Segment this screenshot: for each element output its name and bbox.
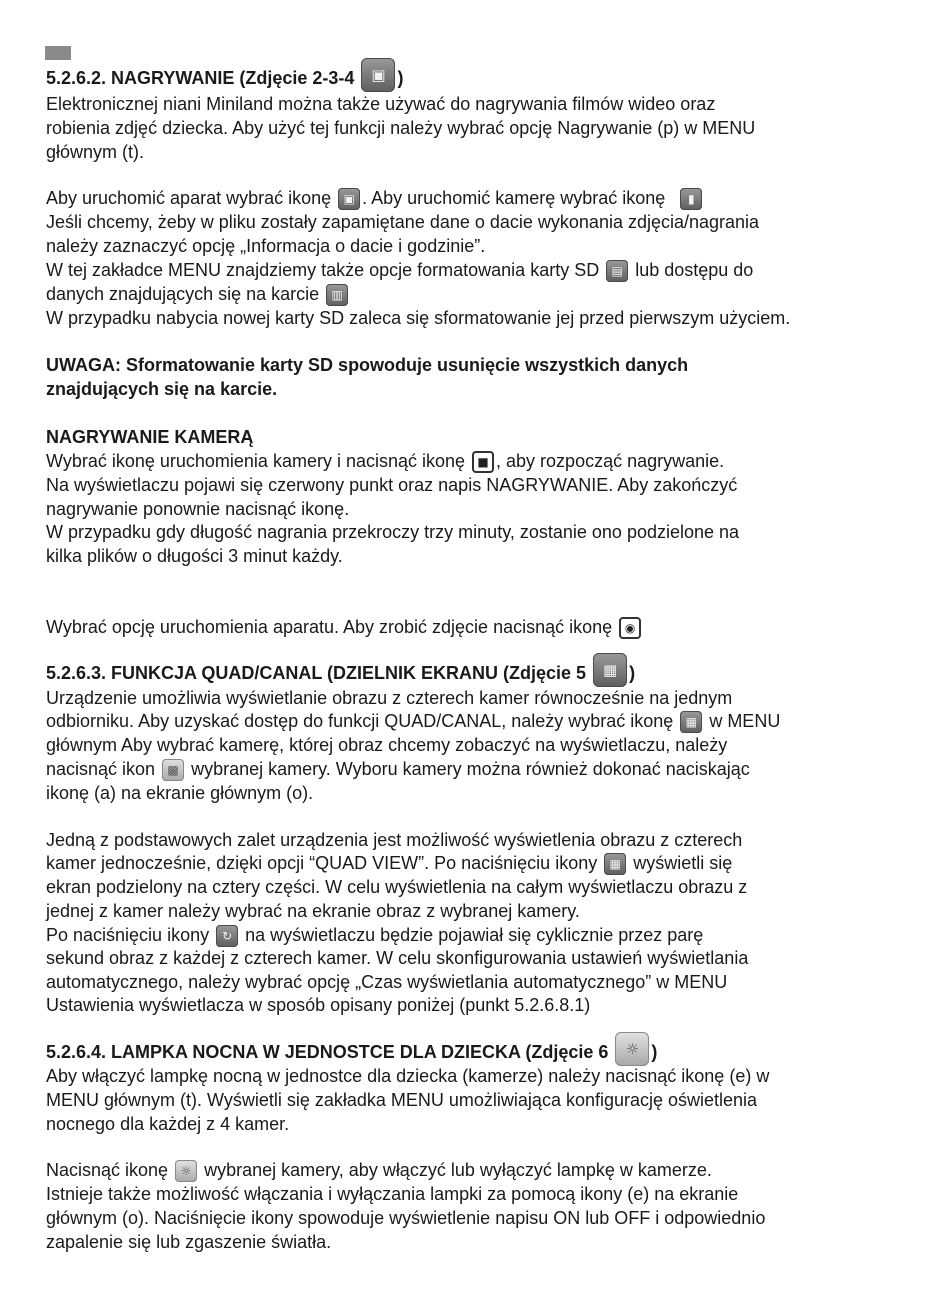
paragraph-line: W przypadku nabycia nowej karty SD zaleca się sformatowanie jej przed pierwszym użyciem. — [46, 308, 791, 328]
paragraph-line: jednej z kamer należy wybrać na ekranie obraz z wybranej kamery. — [46, 901, 580, 921]
paragraph-line: Jedną z podstawowych zalet urządzenia jest możliwość wyświetlenia obrazu z czterech — [46, 830, 743, 850]
paragraph-line: nocnego dla każdej z 4 kamer. — [46, 1114, 290, 1134]
paragraph-line: W tej zakładce MENU znajdziemy także opcje formatowania karty SD ▤ lub dostępu do — [46, 258, 753, 282]
paragraph-line: danych znajdujących się na karcie ▥ — [46, 282, 350, 306]
paragraph-line: Istnieje także możliwość włączania i wyłączania lampki za pomocą ikony (e) na ekranie — [46, 1184, 739, 1204]
paragraph-line: nagrywanie ponownie nacisnąć ikonę. — [46, 499, 350, 519]
paragraph-line: nacisnąć ikon ▩ wybranej kamery. Wyboru kamery można również dokonać naciskając — [46, 757, 750, 781]
paragraph-line: W przypadku gdy długość nagrania przekroczy trzy minuty, zostanie ono podzielone na — [46, 522, 740, 542]
paragraph-line: Aby uruchomić aparat wybrać ikonę ▣ . Aby uruchomić kamerę wybrać ikonę ▮ — [46, 186, 704, 210]
paragraph-line: odbiorniku. Aby uzyskać dostęp do funkcji QUAD/CANAL, należy wybrać ikonę ▦ w MENU — [46, 709, 780, 733]
camera-app-icon: ▣ — [361, 58, 395, 92]
photo-camera-icon: ▣ — [338, 188, 360, 210]
paragraph-line: głównym (o). Naciśnięcie ikony spowoduje wyświetlenie napisu ON lub OFF i odpowiednio — [46, 1208, 766, 1228]
sd-format-icon: ▤ — [606, 260, 628, 282]
paragraph-line: Wybrać opcję uruchomienia aparatu. Aby zrobić zdjęcie nacisnąć ikonę ◉ — [46, 615, 643, 639]
paragraph-line: głównym (t). — [46, 142, 145, 162]
paragraph-line: zapalenie się lub zgaszenie światła. — [46, 1232, 332, 1252]
auto-scan-icon: ↻ — [216, 925, 238, 947]
subsection-heading-camera-recording: NAGRYWANIE KAMERĄ — [46, 427, 254, 447]
night-light-icon: ☼ — [615, 1032, 649, 1066]
record-video-icon: ■ — [472, 451, 494, 473]
quad-view-icon: ▦ — [604, 853, 626, 875]
paragraph-line: należy zaznaczyć opcję „Informacja o dacie i godzinie”. — [46, 236, 486, 256]
sd-card-icon: ▥ — [326, 284, 348, 306]
paragraph-line: Elektronicznej niani Miniland można także używać do nagrywania filmów wideo oraz — [46, 94, 716, 114]
warning-line: UWAGA: Sformatowanie karty SD spowoduje usunięcie wszystkich danych — [46, 355, 689, 375]
page-tab-marker — [45, 46, 71, 60]
paragraph-line: Aby włączyć lampkę nocną w jednostce dla dziecka (kamerze) należy nacisnąć ikonę (e) w — [46, 1066, 770, 1086]
take-photo-icon: ◉ — [619, 617, 641, 639]
paragraph-line: ikonę (a) na ekranie głównym (o). — [46, 783, 314, 803]
paragraph-line: ekran podzielony na cztery części. W celu wyświetlenia na całym wyświetlaczu obrazu z — [46, 877, 748, 897]
paragraph-line: automatycznego, należy wybrać opcję „Czas wyświetlania automatycznego” w MENU — [46, 972, 728, 992]
paragraph-line: Ustawienia wyświetlacza w sposób opisany poniżej (punkt 5.2.6.8.1) — [46, 995, 591, 1015]
paragraph-line: Wybrać ikonę uruchomienia kamery i nacisnąć ikonę ■ , aby rozpocząć nagrywanie. — [46, 449, 724, 473]
paragraph-line: Nacisnąć ikonę ☼ wybranej kamery, aby włączyć lub wyłączyć lampkę w kamerze. — [46, 1158, 712, 1182]
warning-line: znajdujących się na karcie. — [46, 379, 278, 399]
video-camera-icon: ▮ — [680, 188, 702, 210]
paragraph-line: Urządzenie umożliwia wyświetlanie obrazu z czterech kamer równocześnie na jednym — [46, 688, 733, 708]
paragraph-line: robienia zdjęć dziecka. Aby użyć tej funkcji należy wybrać opcję Nagrywanie (p) w MENU — [46, 118, 756, 138]
camera-select-icon: ▩ — [162, 759, 184, 781]
paragraph-line: Jeśli chcemy, żeby w pliku zostały zapamiętane dane o dacie wykonania zdjęcia/nagrania — [46, 212, 760, 232]
quad-view-icon: ▦ — [680, 711, 702, 733]
section-heading-recording: 5.2.6.2. NAGRYWANIE (Zdjęcie 2-3-4 ▣ ) — [46, 66, 403, 92]
paragraph-line: Na wyświetlaczu pojawi się czerwony punkt oraz napis NAGRYWANIE. Aby zakończyć — [46, 475, 738, 495]
paragraph-line: Po naciśnięciu ikony ↻ na wyświetlaczu będzie pojawiał się cyklicznie przez parę — [46, 923, 703, 947]
lamp-toggle-icon: ☼ — [175, 1160, 197, 1182]
paragraph-line: kilka plików o długości 3 minut każdy. — [46, 546, 343, 566]
section-heading-night-light: 5.2.6.4. LAMPKA NOCNA W JEDNOSTCE DLA DZIECKA (Zdjęcie 6 ☼ ) — [46, 1040, 657, 1066]
quad-view-icon: ▦ — [593, 653, 627, 687]
paragraph-line: głównym Aby wybrać kamerę, której obraz chcemy zobaczyć na wyświetlaczu, należy — [46, 735, 728, 755]
paragraph-line: kamer jednocześnie, dzięki opcji “QUAD VIEW”. Po naciśnięciu ikony ▦ wyświetli się — [46, 851, 732, 875]
paragraph-line: MENU głównym (t). Wyświetli się zakładka MENU umożliwiająca konfigurację oświetlenia — [46, 1090, 758, 1110]
paragraph-line: sekund obraz z każdej z czterech kamer. W celu skonfigurowania ustawień wyświetlania — [46, 948, 749, 968]
section-heading-quad: 5.2.6.3. FUNKCJA QUAD/CANAL (DZIELNIK EKRANU (Zdjęcie 5 ▦ ) — [46, 661, 635, 687]
